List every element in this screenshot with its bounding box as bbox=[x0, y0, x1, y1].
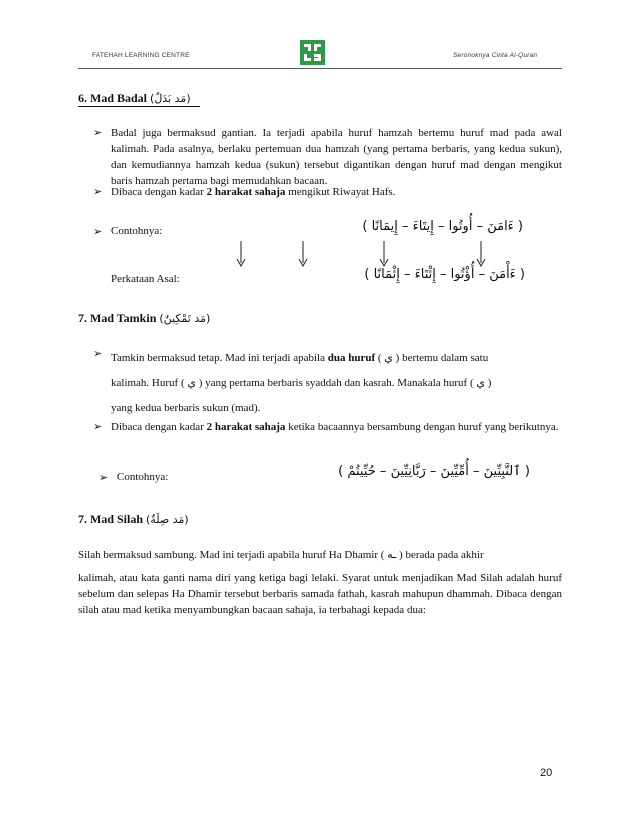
badal-example-arabic: ( ءَامَنَ – أُوتُوا – إِيتَاءَ – إِيمَانًا ) bbox=[362, 219, 523, 234]
bullet-arrow-icon: ➢ bbox=[93, 186, 103, 198]
tamkin-example-label: Contohnya: bbox=[117, 471, 169, 483]
tamkin-example-arabic: ( ٱلنَّبِيِّينَ – أُمِّيِّينَ – رَبَّانِيِّينَ – حُيِّيتُمْ ) bbox=[338, 464, 530, 479]
bullet-arrow-icon: ➢ bbox=[93, 226, 103, 238]
tamkin-bullet-2: Dibaca dengan kadar 2 harakat sahaja ketika bacaannya bersambung dengan huruf yang berikutnya. bbox=[111, 421, 559, 433]
header-left: FATEHAH LEARNING CENTRE bbox=[92, 52, 190, 59]
down-arrow-icon bbox=[297, 241, 309, 267]
section-heading-arabic: (مَد صِلَةٌ) bbox=[146, 513, 189, 526]
section-heading-arabic: (مَد بَدَلٌ) bbox=[150, 92, 191, 105]
header-right: Seronoknya Cinta Al-Quran bbox=[453, 52, 538, 59]
badal-bullet-2: Dibaca dengan kadar 2 harakat sahaja mengikut Riwayat Hafs. bbox=[111, 186, 396, 198]
bullet-arrow-icon: ➢ bbox=[93, 127, 103, 139]
badal-original-label: Perkataan Asal: bbox=[111, 273, 180, 285]
section-heading-text: 7. Mad Tamkin bbox=[78, 311, 157, 325]
badal-example-label: Contohnya: bbox=[111, 225, 163, 237]
section-heading-text: 7. Mad Silah bbox=[78, 512, 144, 526]
bullet-arrow-icon: ➢ bbox=[93, 421, 103, 433]
silah-paragraph-line1: Silah bermaksud sambung. Mad ini terjadi apabila huruf Ha Dhamir ( ـه ) berada pada akhir bbox=[78, 549, 484, 561]
badal-original-arabic: ( ءَأْمَنَ – أُؤْتُوا – إِئْتَاءَ – إِئْمَانًا ) bbox=[364, 267, 525, 282]
down-arrow-icon bbox=[475, 241, 487, 267]
down-arrow-icon bbox=[378, 241, 390, 267]
bullet-arrow-icon: ➢ bbox=[99, 472, 109, 484]
section-heading-text: 6. Mad Badal bbox=[78, 91, 148, 105]
section-heading-silah bbox=[78, 512, 189, 527]
silah-paragraph: kalimah, atau kata ganti nama diri yang ketiga bagi lelaki. Syarat untuk menjadikan Mad Silah adalah huruf sebelum dan selepas Ha Dhamir tersebut berbaris samada fathah, kasrah mahupun dhammah. Dibaca dengan silah atau mad ketika menyambungkan bacaan sahaja, ia terbahagi kepada dua: bbox=[78, 572, 562, 616]
section-heading-arabic: (مَد تَمْكِينٌ) bbox=[159, 312, 211, 325]
down-arrow-icon bbox=[235, 241, 247, 267]
tamkin-bullet-1: Tamkin bermaksud tetap. Mad ini terjadi apabila dua huruf ( ي ) bertemu dalam satu kalimah. Huruf ( ي ) yang pertama berbaris syaddah dan kasrah. Manakala huruf ( ي ) yang kedua berbaris sukun (mad). bbox=[111, 352, 492, 414]
section-heading-tamkin bbox=[78, 311, 210, 326]
bullet-arrow-icon: ➢ bbox=[93, 348, 103, 360]
heading-underline bbox=[78, 106, 200, 107]
page-number: 20 bbox=[540, 767, 553, 779]
badal-bullet-1: Badal juga bermaksud gantian. Ia terjadi apabila huruf hamzah bertemu huruf mad pada awal kalimah. Pada asalnya, berlaku pertemuan dua hamzah (yang pertama berbaris, yang kedua sukun), dan kemudiannya hamzah kedua (sukun) tersebut digantikan dengan huruf mad dengan mengikut baris hamzah pertama bagi memudahkan bacaan. bbox=[111, 127, 562, 187]
centre-logo-icon bbox=[300, 40, 325, 65]
section-heading-badal bbox=[78, 91, 191, 106]
header-rule bbox=[78, 68, 562, 69]
